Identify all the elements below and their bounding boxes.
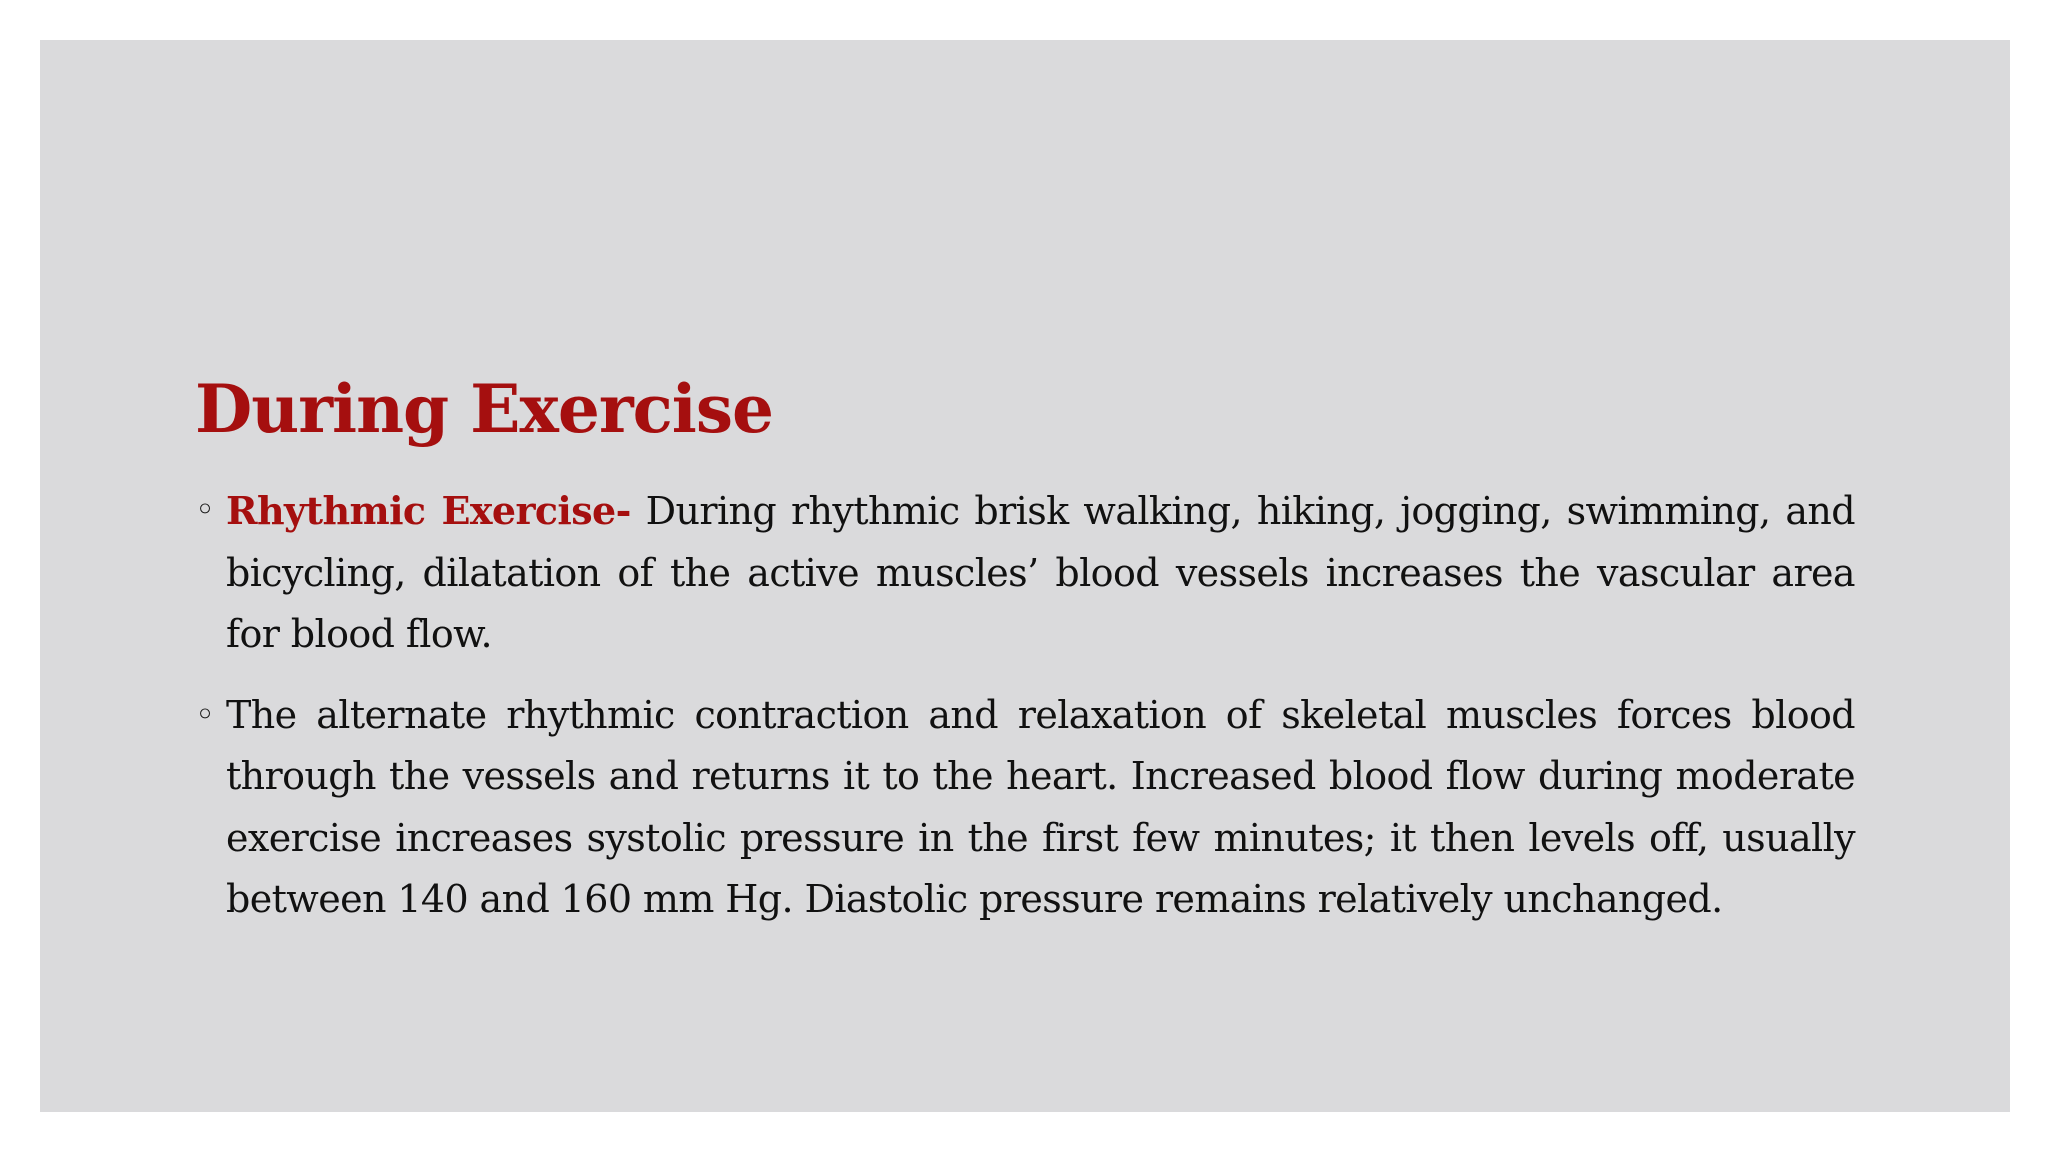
slide — [40, 40, 2010, 1112]
bullet-lead-label: Rhythmic Exercise- — [226, 488, 631, 533]
bullet-marker-icon: ◦ — [195, 490, 215, 530]
slide-title: During Exercise — [195, 370, 774, 448]
bullet-text: The alternate rhythmic contraction and relaxation of skeletal muscles forces blood through the vessels and returns it to the heart. Increased blood flow during moderate exercise increases systolic pressure in the first few minutes; it then levels off, usually between 140 and 160 mm Hg. Diastolic pressure remains relatively unchanged. — [226, 692, 1855, 921]
bullet-marker-icon: ◦ — [195, 694, 215, 735]
bullet-text: During rhythmic brisk walking, hiking, jogging, swimming, and bicycling, dilatation of the active muscles’ blood vessels increases the vascular area for blood flow. — [226, 489, 1855, 656]
bullet-item-contraction-relaxation — [195, 685, 1855, 931]
bullet-list — [195, 480, 1855, 931]
bullet-item-rhythmic-exercise — [195, 480, 1855, 666]
